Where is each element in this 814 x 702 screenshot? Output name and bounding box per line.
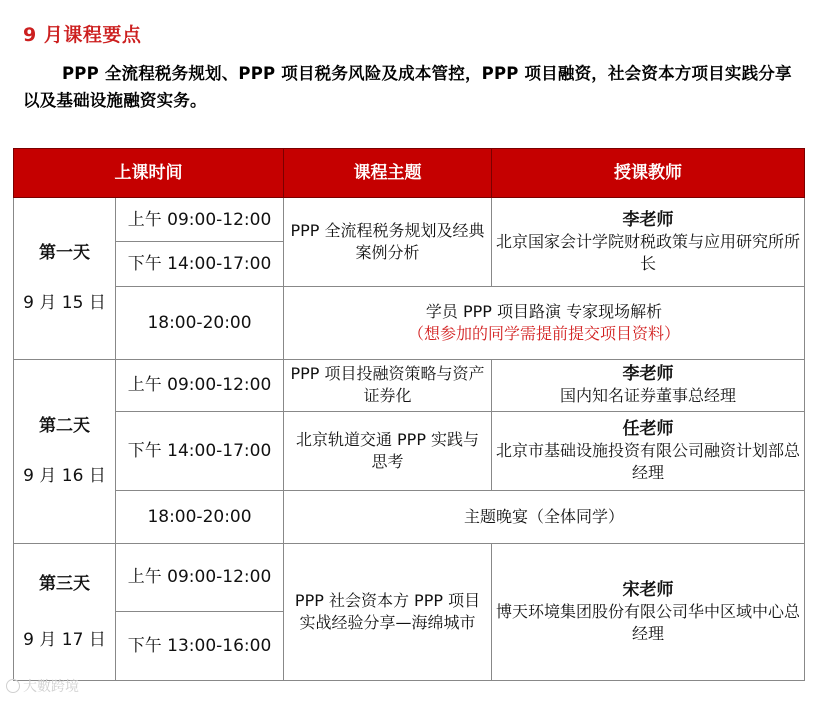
schedule-table [13, 148, 805, 681]
teacher-cell [492, 198, 805, 287]
header-teacher: 授课教师 [492, 149, 805, 198]
watermark-text: 大數跨境 [23, 679, 79, 695]
teacher-title: 国内知名证券董事总经理 [559, 386, 736, 406]
teacher-title: 北京国家会计学院财税政策与应用研究所所长 [496, 231, 801, 273]
session-time: 下午 13:00-16:00 [116, 612, 284, 681]
header-time: 上课时间 [14, 149, 284, 198]
table-row [14, 491, 805, 544]
teacher-title: 北京市基础设施投资有限公司融资计划部总经理 [496, 441, 801, 483]
teacher-name: 宋老师 [622, 579, 674, 600]
table-row [14, 198, 805, 242]
day-name: 第二天 [39, 416, 90, 437]
session-time: 下午 14:00-17:00 [116, 412, 284, 491]
session-time: 上午 09:00-12:00 [116, 198, 284, 242]
day-date: 9 月 17 日 [23, 629, 106, 650]
watermark-icon [6, 679, 20, 693]
session-topic: PPP 社会资本方 PPP 项目实战经验分享—海绵城市 [284, 543, 492, 680]
session-topic: 北京轨道交通 PPP 实践与思考 [284, 412, 492, 491]
teacher-name: 李老师 [622, 209, 674, 230]
day-name: 第一天 [39, 243, 90, 264]
evening-cell [284, 286, 805, 359]
day-cell [14, 543, 116, 680]
evening-note: （想参加的同学需提前提交项目资料） [407, 323, 680, 343]
evening-time: 18:00-20:00 [116, 491, 284, 544]
teacher-name: 李老师 [622, 364, 674, 385]
session-topic: PPP 全流程税务规划及经典案例分析 [284, 198, 492, 287]
teacher-cell [492, 543, 805, 680]
evening-time: 18:00-20:00 [116, 286, 284, 359]
watermark [6, 676, 79, 696]
table-row [14, 412, 805, 491]
evening-text: 主题晚宴（全体同学） [284, 491, 805, 544]
teacher-cell [492, 412, 805, 491]
session-time: 上午 09:00-12:00 [116, 543, 284, 612]
day-cell [14, 198, 116, 360]
page-title: 9 月课程要点 [23, 24, 142, 46]
table-row [14, 543, 805, 612]
teacher-title: 博天环境集团股份有限公司华中区域中心总经理 [496, 601, 801, 643]
evening-text: 学员 PPP 项目路演 专家现场解析 [425, 301, 663, 321]
session-time: 上午 09:00-12:00 [116, 359, 284, 412]
session-topic: PPP 项目投融资策略与资产证券化 [284, 359, 492, 412]
teacher-cell [492, 359, 805, 412]
day-date: 9 月 16 日 [23, 466, 106, 487]
day-cell [14, 359, 116, 543]
session-time: 下午 14:00-17:00 [116, 242, 284, 286]
day-date: 9 月 15 日 [23, 293, 106, 314]
table-header-row [14, 149, 805, 198]
teacher-name: 任老师 [622, 419, 674, 440]
table-row [14, 359, 805, 412]
table-row [14, 286, 805, 359]
day-name: 第三天 [39, 573, 90, 594]
header-topic: 课程主题 [284, 149, 492, 198]
course-summary: PPP 全流程税务规划、PPP 项目税务风险及成本管控，PPP 项目融资，社会资本方项目实践分享以及基础设施融资实务。 [23, 64, 792, 110]
